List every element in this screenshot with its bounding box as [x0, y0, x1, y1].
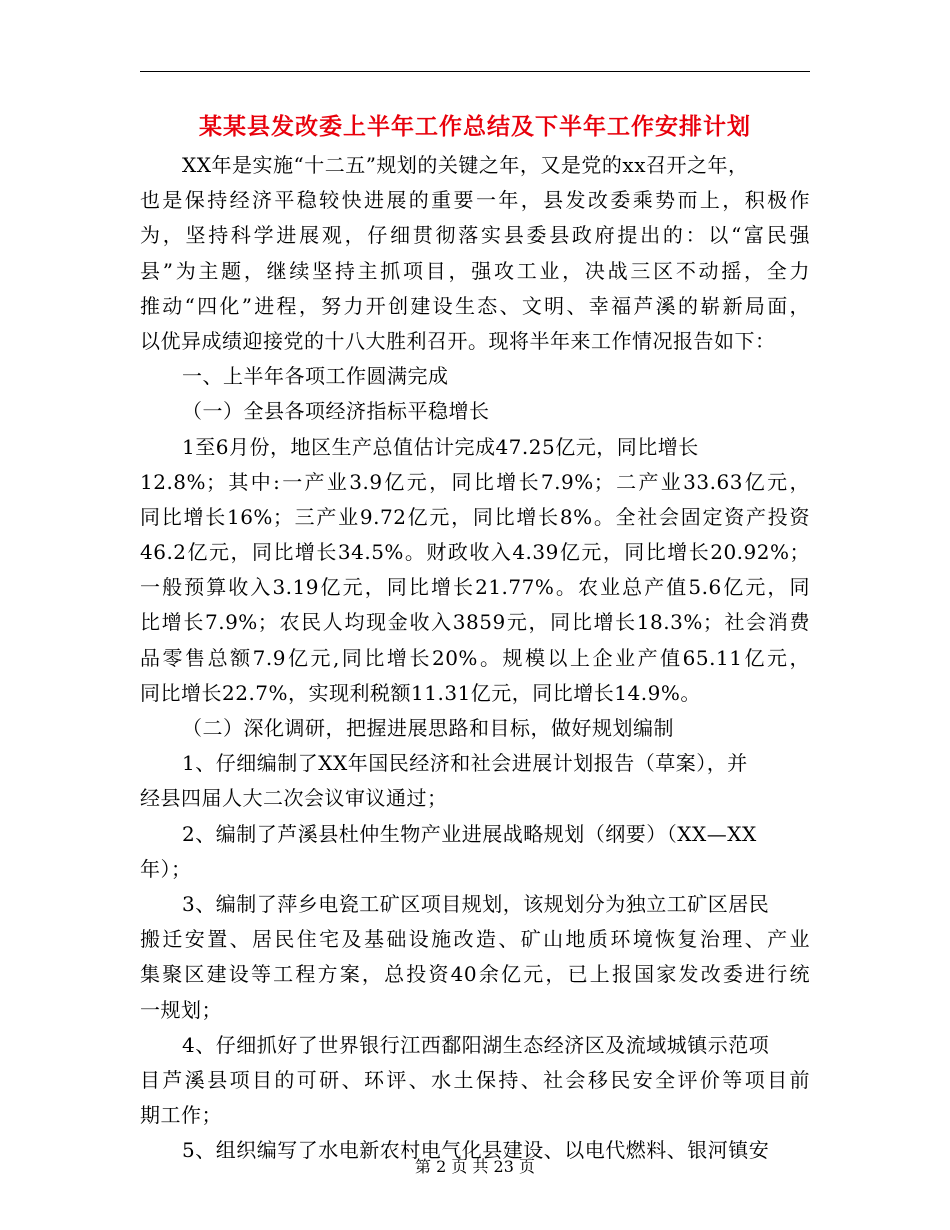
paragraph-line: 同比增长22.7%，实现利税额11.31亿元，同比增长14.9%。	[140, 680, 701, 705]
paragraph-line: XX年是实施“十二五”规划的关键之年，又是党的xx召开之年，	[182, 153, 749, 177]
paragraph-line: 46.2亿元，同比增长34.5%。财政收入4.39亿元，同比增长20.92%；	[140, 540, 810, 565]
paragraph-line: 品零售总额7.9亿元,同比增长20%。规模以上企业产值65.11亿元，	[140, 645, 810, 670]
paragraph-line: 1至6月份，地区生产总值估计完成47.25亿元，同比增长	[182, 434, 699, 459]
list-item-line: 搬迁安置、居民住宅及基础设施改造、矿山地质环境恢复治理、产业	[140, 927, 810, 952]
list-item-line: 4、仔细抓好了世界银行江西鄱阳湖生态经济区及流域城镇示范项	[182, 1032, 770, 1057]
list-item-line: 1、仔细编制了XX年国民经济和社会进展计划报告（草案），并	[182, 751, 748, 776]
list-item-line: 3、编制了萍乡电瓷工矿区项目规划，该规划分为独立工矿区居民	[182, 891, 770, 916]
document-title: 某某县发改委上半年工作总结及下半年工作安排计划	[199, 114, 751, 140]
paragraph-line: 同比增长16%；三产业9.72亿元，同比增长8%。全社会固定资产投资	[140, 504, 810, 529]
list-item-line: 2、编制了芦溪县杜仲生物产业进展战略规划（纲要）（XX—XX	[182, 821, 757, 846]
header-rule	[140, 71, 810, 72]
list-item-line: 期工作；	[140, 1103, 222, 1128]
paragraph-line: 也是保持经济平稳较快进展的重要一年，县发改委乘势而上，积极作	[140, 188, 810, 213]
paragraph-line: 12.8%；其中:一产业3.9亿元，同比增长7.9%；二产业33.63亿元，	[140, 469, 810, 494]
paragraph-line: 以优异成绩迎接党的十八大胜利召开。现将半年来工作情况报告如下：	[140, 328, 776, 353]
list-item-line: 目芦溪县项目的可研、环评、水土保持、社会移民安全评价等项目前	[140, 1067, 810, 1092]
paragraph-line: 比增长7.9%；农民人均现金收入3859元，同比增长18.3%；社会消费	[140, 610, 810, 635]
subsection-heading: （二）深化调研，把握进展思路和目标，做好规划编制	[182, 716, 674, 740]
document-body	[140, 148, 810, 1168]
page-number: 第 2 页 共 23 页	[415, 1157, 535, 1176]
section-heading: 一、上半年各项工作圆满完成	[182, 364, 449, 389]
list-item-line: 集聚区建设等工程方案，总投资40余亿元，已上报国家发改委进行统	[140, 962, 810, 987]
paragraph-line: 为，坚持科学进展观，仔细贯彻落实县委县政府提出的：以“富民强	[140, 223, 810, 248]
list-item-line: 5、组织编写了水电新农村电气化县建设、以电代燃料、银河镇安	[182, 1138, 770, 1163]
list-item-line: 经县四届人大二次会议审议通过；	[140, 786, 448, 811]
subsection-heading: （一）全县各项经济指标平稳增长	[182, 399, 490, 424]
paragraph-line: 推动“四化”进程，努力开创建设生态、文明、幸福芦溪的崭新局面，	[140, 293, 810, 318]
list-item-line: 一规划；	[140, 997, 222, 1022]
paragraph-line: 一般预算收入3.19亿元，同比增长21.77%。农业总产值5.6亿元，同	[140, 575, 810, 600]
list-item-line: 年）；	[140, 856, 192, 881]
paragraph-line: 县”为主题，继续坚持主抓项目，强攻工业，决战三区不动摇，全力	[140, 258, 810, 283]
